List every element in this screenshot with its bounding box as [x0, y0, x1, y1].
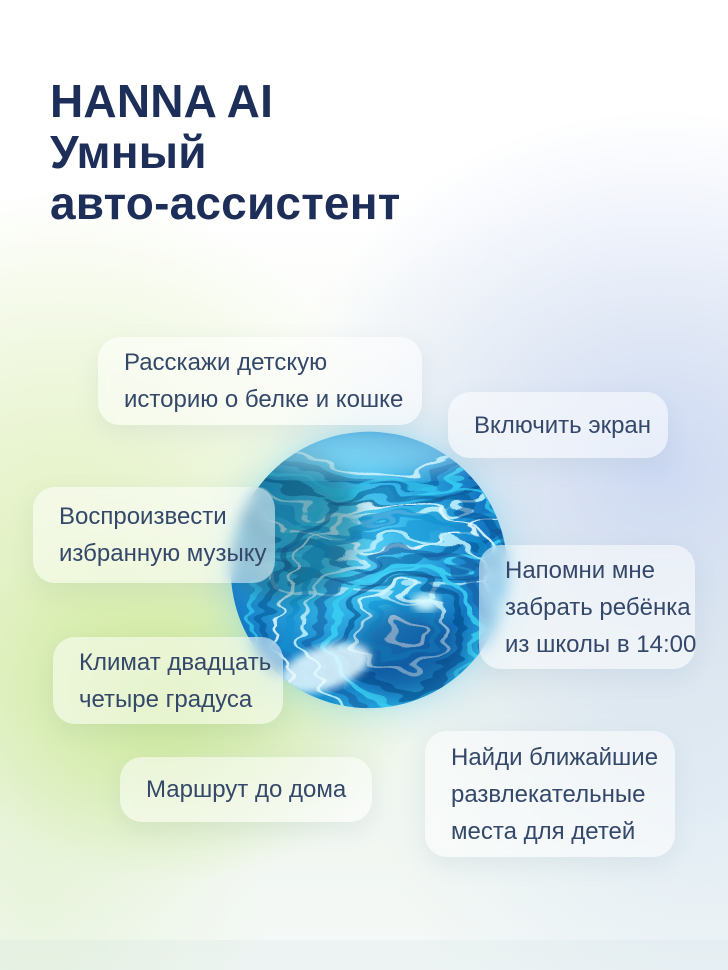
bubble-text-line: четыре градуса: [79, 685, 253, 713]
bubble-text-line: из школы в 14:00: [505, 630, 697, 658]
title-subtitle-1: Умный: [50, 126, 207, 178]
bottom-gradient-band: [0, 940, 728, 970]
voice-command-bubble-school-reminder: [479, 545, 695, 669]
bubble-text-line: Напомни мне: [505, 556, 655, 584]
bubble-text-line: забрать ребёнка: [505, 593, 691, 621]
voice-command-bubble-screen-on: [448, 392, 668, 458]
bubble-text-line: Маршрут до дома: [146, 776, 347, 803]
page-title: [50, 76, 400, 229]
bubble-text-line: Воспроизвести: [59, 503, 227, 530]
bubble-text-line: Расскажи детскую: [124, 349, 328, 376]
bubble-text-line: Включить экран: [474, 411, 652, 439]
voice-command-bubble-climate: [53, 637, 283, 724]
voice-command-bubble-kids-story: [98, 337, 422, 425]
bubble-text-line: Климат двадцать: [79, 648, 272, 676]
bubble-text-line: избранную музыку: [59, 540, 267, 567]
bubble-text-line: Найди ближайшие: [451, 743, 659, 771]
voice-command-bubble-route-home: [120, 757, 372, 822]
title-brand: HANNA AI: [50, 75, 274, 127]
bubble-text-line: развлекательные: [451, 780, 646, 808]
voice-command-bubble-kids-places: [425, 731, 675, 857]
voice-command-bubble-play-music: [33, 487, 275, 583]
bubble-text-line: места для детей: [451, 817, 636, 845]
title-subtitle-2: авто-ассистент: [50, 177, 401, 229]
bubble-text-line: историю о белке и кошке: [124, 386, 404, 413]
